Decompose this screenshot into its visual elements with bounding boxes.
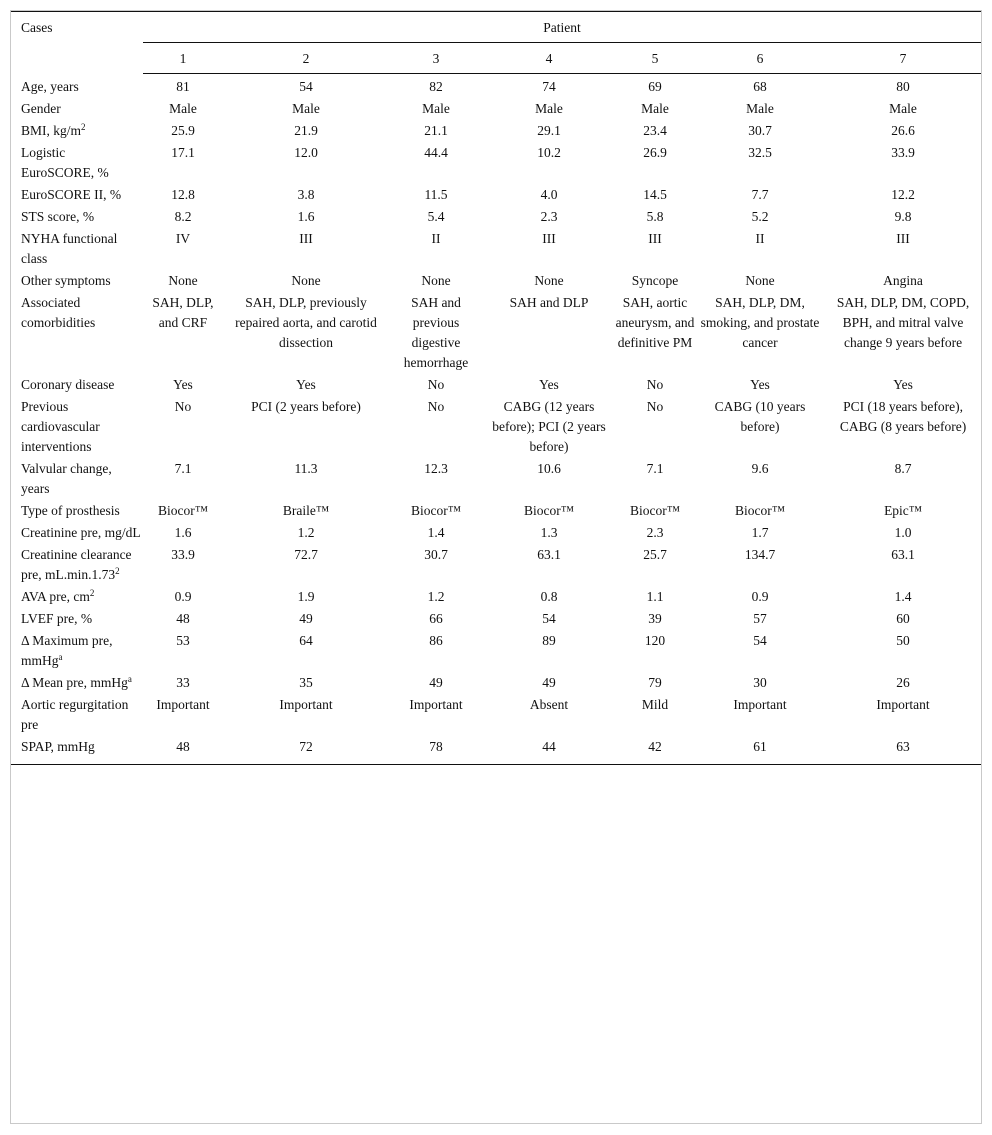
table-cell: II [431, 231, 441, 246]
table-cell: Yes [539, 377, 559, 392]
row-label [11, 694, 143, 736]
row-label [11, 228, 143, 270]
table-cell: 5.8 [646, 209, 664, 224]
table-cell: CABG (10 years before) [714, 399, 806, 434]
table-cell: 30 [753, 675, 767, 690]
table-cell: 10.6 [537, 461, 561, 476]
table-cell: III [542, 231, 556, 246]
row-label-superscript: a [58, 652, 63, 662]
table-cell: 63 [825, 736, 981, 765]
row-label-text: Previous cardiovascular interventions [21, 399, 100, 454]
table-cell: 81 [176, 79, 190, 94]
patient-characteristics-table [11, 11, 981, 765]
table-cell: 63.1 [537, 547, 561, 562]
table-cell: II [755, 231, 765, 246]
table-cell: No [646, 399, 664, 414]
table-row [11, 206, 981, 228]
row-label-text: EuroSCORE II, % [21, 187, 122, 202]
table-cell: 89 [542, 633, 556, 648]
table-cell: Male [169, 101, 197, 116]
table-cell: 120 [644, 633, 666, 648]
table-row [11, 630, 981, 672]
row-label [11, 736, 143, 765]
table-cell: None [168, 273, 198, 288]
row-label-text: AVA pre, cm [21, 589, 90, 604]
row-label [11, 74, 143, 99]
table-cell: 17.1 [171, 145, 195, 160]
table-cell: 74 [542, 79, 556, 94]
table-cell: 7.7 [751, 187, 769, 202]
table-row [11, 522, 981, 544]
table-cell: 30.7 [748, 123, 772, 138]
table-row [11, 544, 981, 586]
table-cell: 1.3 [540, 525, 558, 540]
table-row [11, 142, 981, 184]
table-cell: 8.7 [894, 461, 912, 476]
row-label [11, 586, 143, 608]
table-row [11, 736, 981, 765]
table-cell: 72.7 [294, 547, 318, 562]
patient-number-row [11, 43, 981, 74]
table-cell: None [534, 273, 564, 288]
table-cell: 12.8 [171, 187, 195, 202]
table-cell: None [745, 273, 775, 288]
table-cell: PCI (2 years before) [251, 399, 361, 414]
row-label-text: Gender [21, 101, 61, 116]
table-cell: 9.6 [751, 461, 769, 476]
table-row [11, 74, 981, 99]
table-cell: 5.4 [427, 209, 445, 224]
table-cell: 0.9 [174, 589, 192, 604]
table-cell: SAH, aortic aneurysm, and definitive PM [615, 295, 695, 350]
table-cell: 3.8 [297, 187, 315, 202]
table-cell: 1.0 [894, 525, 912, 540]
table-row [11, 270, 981, 292]
table-cell: 30.7 [424, 547, 448, 562]
table-cell: Important [409, 697, 463, 712]
table-cell: Biocor™ [158, 503, 208, 518]
table-cell: 78 [389, 736, 483, 765]
table-cell: 42 [615, 736, 695, 765]
table-cell: Yes [173, 377, 193, 392]
table-cell: 25.9 [171, 123, 195, 138]
table-cell: Male [746, 101, 774, 116]
table-cell: No [646, 377, 664, 392]
table-cell: III [648, 231, 662, 246]
table-cell: Biocor™ [735, 503, 785, 518]
patient-number-5: 5 [615, 43, 695, 74]
table-cell: 44.4 [424, 145, 448, 160]
table-cell: 53 [176, 633, 190, 648]
table-cell: 33.9 [171, 547, 195, 562]
table-cell: 7.1 [174, 461, 192, 476]
table-cell: Important [733, 697, 787, 712]
table-cell: Biocor™ [630, 503, 680, 518]
table-cell: 32.5 [748, 145, 772, 160]
table-cell: 33.9 [891, 145, 915, 160]
table-cell: 134.7 [744, 547, 776, 562]
table-cell: Yes [296, 377, 316, 392]
table-cell: Male [535, 101, 563, 116]
row-label-text: BMI, kg/m [21, 123, 82, 138]
table-cell: 21.9 [294, 123, 318, 138]
table-cell: Male [641, 101, 669, 116]
table-cell: 60 [896, 611, 910, 626]
table-cell: Biocor™ [411, 503, 461, 518]
table-cell: 21.1 [424, 123, 448, 138]
patient-number-3: 3 [389, 43, 483, 74]
table-cell: 72 [223, 736, 389, 765]
table-cell: SAH, DLP, previously repaired aorta, and carotid dissection [235, 295, 377, 350]
table-cell: 49 [429, 675, 443, 690]
row-label-superscript: 2 [115, 566, 120, 576]
row-label-text: Coronary disease [21, 377, 115, 392]
table-cell: 33 [176, 675, 190, 690]
table-cell: Yes [750, 377, 770, 392]
table-cell: 25.7 [643, 547, 667, 562]
table-row [11, 458, 981, 500]
row-label [11, 500, 143, 522]
table-cell: 54 [753, 633, 767, 648]
table-cell: 49 [299, 611, 313, 626]
table-cell: 1.4 [427, 525, 445, 540]
table-cell: 54 [542, 611, 556, 626]
row-label [11, 672, 143, 694]
table-row [11, 228, 981, 270]
table-cell: 2.3 [540, 209, 558, 224]
table-cell: 44 [483, 736, 615, 765]
table-cell: 64 [299, 633, 313, 648]
row-label-text: Δ Maximum pre, mmHg [21, 633, 113, 668]
table-cell: 7.1 [646, 461, 664, 476]
table-cell: III [896, 231, 910, 246]
table-cell: Male [889, 101, 917, 116]
table-cell: 68 [753, 79, 767, 94]
table-cell: 8.2 [174, 209, 192, 224]
row-label-text: Δ Mean pre, mmHg [21, 675, 128, 690]
table-cell: SAH, DLP, and CRF [152, 295, 214, 330]
header-row [11, 12, 981, 43]
row-label-superscript: a [127, 674, 132, 684]
table-cell: 1.6 [297, 209, 315, 224]
row-label-text: Other symptoms [21, 273, 111, 288]
table-row [11, 608, 981, 630]
table-cell: 69 [648, 79, 662, 94]
row-label-text: Creatinine clearance pre, mL.min.1.73 [21, 547, 132, 582]
row-label-text: SPAP, mmHg [21, 739, 95, 754]
table-cell: IV [175, 231, 191, 246]
row-label [11, 98, 143, 120]
row-label-text: Valvular change, years [21, 461, 112, 496]
row-label-text: Creatinine pre, mg/dL [21, 525, 141, 540]
table-cell: 0.8 [540, 589, 558, 604]
table-cell: Mild [641, 697, 669, 712]
table-row [11, 672, 981, 694]
table-cell: 1.2 [427, 589, 445, 604]
row-label [11, 630, 143, 672]
table-cell: No [174, 399, 192, 414]
patient-header: Patient [143, 12, 981, 43]
row-label [11, 374, 143, 396]
row-label-text: NYHA functional class [21, 231, 118, 266]
table-cell: None [421, 273, 451, 288]
table-cell: 79 [648, 675, 662, 690]
table-cell: Epic™ [884, 503, 923, 518]
table-cell: SAH, DLP, DM, smoking, and prostate cancer [700, 295, 820, 350]
row-label-text: LVEF pre, % [21, 611, 93, 626]
table-cell: 1.1 [646, 589, 664, 604]
table-cell: Braile™ [282, 503, 330, 518]
table-cell: 54 [299, 79, 313, 94]
table-cell: 1.2 [297, 525, 315, 540]
table-row [11, 292, 981, 374]
patient-number-2: 2 [223, 43, 389, 74]
table-body [11, 74, 981, 765]
table-cell: 39 [648, 611, 662, 626]
table-cell: 12.2 [891, 187, 915, 202]
table-cell: 9.8 [894, 209, 912, 224]
table-cell: 26.6 [891, 123, 915, 138]
table-cell: 4.0 [540, 187, 558, 202]
table-cell: Angina [883, 273, 923, 288]
patient-number-6: 6 [695, 43, 825, 74]
table-cell: 35 [299, 675, 313, 690]
row-label-text: Associated comorbidities [21, 295, 96, 330]
table-cell: 1.9 [297, 589, 315, 604]
table-row [11, 374, 981, 396]
table-row [11, 694, 981, 736]
table-cell: Biocor™ [524, 503, 574, 518]
table-cell: 48 [143, 736, 223, 765]
table-row [11, 98, 981, 120]
table-row [11, 120, 981, 142]
table-cell: Yes [893, 377, 913, 392]
row-label-superscript: 2 [89, 588, 95, 598]
table-cell: 12.0 [294, 145, 318, 160]
table-frame [10, 10, 982, 1124]
patient-number-7: 7 [825, 43, 981, 74]
table-cell: SAH and previous digestive hemorrhage [403, 295, 469, 370]
table-cell: PCI (18 years before), CABG (8 years before) [839, 399, 967, 434]
table-cell: Syncope [631, 273, 679, 288]
table-cell: 80 [896, 79, 910, 94]
table-cell: 12.3 [424, 461, 448, 476]
table-row [11, 500, 981, 522]
table-cell: 48 [176, 611, 190, 626]
table-cell: 61 [695, 736, 825, 765]
table-cell: Important [279, 697, 333, 712]
table-cell: None [291, 273, 321, 288]
row-label-superscript: 2 [81, 122, 86, 132]
table-cell: 29.1 [537, 123, 561, 138]
row-label-text: STS score, % [21, 209, 95, 224]
row-label-text: Aortic regurgitation pre [21, 697, 129, 732]
table-cell: 1.6 [174, 525, 192, 540]
table-cell: 11.5 [424, 187, 448, 202]
table-cell: Important [876, 697, 930, 712]
table-cell: 5.2 [751, 209, 769, 224]
table-row [11, 586, 981, 608]
table-cell: 0.9 [751, 589, 769, 604]
row-label [11, 396, 143, 458]
table-cell: Important [156, 697, 210, 712]
table-cell: CABG (12 years before); PCI (2 years before) [492, 399, 606, 454]
table-cell: 10.2 [537, 145, 561, 160]
table-cell: 2.3 [646, 525, 664, 540]
table-cell: 1.7 [751, 525, 769, 540]
table-cell: 1.4 [894, 589, 912, 604]
table-cell: Absent [529, 697, 569, 712]
table-row [11, 184, 981, 206]
table-cell: No [427, 399, 445, 414]
row-label [11, 142, 143, 184]
table-cell: 63.1 [891, 547, 915, 562]
table-cell: 49 [542, 675, 556, 690]
row-label [11, 458, 143, 500]
row-label [11, 184, 143, 206]
table-cell: III [299, 231, 313, 246]
row-label [11, 292, 143, 374]
table-cell: No [427, 377, 445, 392]
row-label [11, 544, 143, 586]
cases-header: Cases [11, 12, 143, 74]
table-cell: 23.4 [643, 123, 667, 138]
table-cell: 66 [429, 611, 443, 626]
table-cell: Male [292, 101, 320, 116]
table-row [11, 396, 981, 458]
table-cell: 26.9 [643, 145, 667, 160]
table-cell: 82 [429, 79, 443, 94]
patient-number-1: 1 [143, 43, 223, 74]
table-cell: 11.3 [294, 461, 318, 476]
patient-number-4: 4 [483, 43, 615, 74]
row-label [11, 270, 143, 292]
row-label [11, 608, 143, 630]
table-cell: 86 [429, 633, 443, 648]
table-cell: 14.5 [643, 187, 667, 202]
table-cell: SAH and DLP [509, 295, 589, 310]
row-label [11, 206, 143, 228]
row-label-text: Logistic EuroSCORE, % [21, 145, 109, 180]
table-cell: 26 [896, 675, 910, 690]
row-label [11, 120, 143, 142]
table-cell: 57 [753, 611, 767, 626]
table-cell: SAH, DLP, DM, COPD, BPH, and mitral valve change 9 years before [836, 295, 970, 350]
row-label [11, 522, 143, 544]
table-cell: 50 [896, 633, 910, 648]
row-label-text: Type of prosthesis [21, 503, 120, 518]
row-label-text: Age, years [21, 78, 79, 94]
table-cell: Male [422, 101, 450, 116]
